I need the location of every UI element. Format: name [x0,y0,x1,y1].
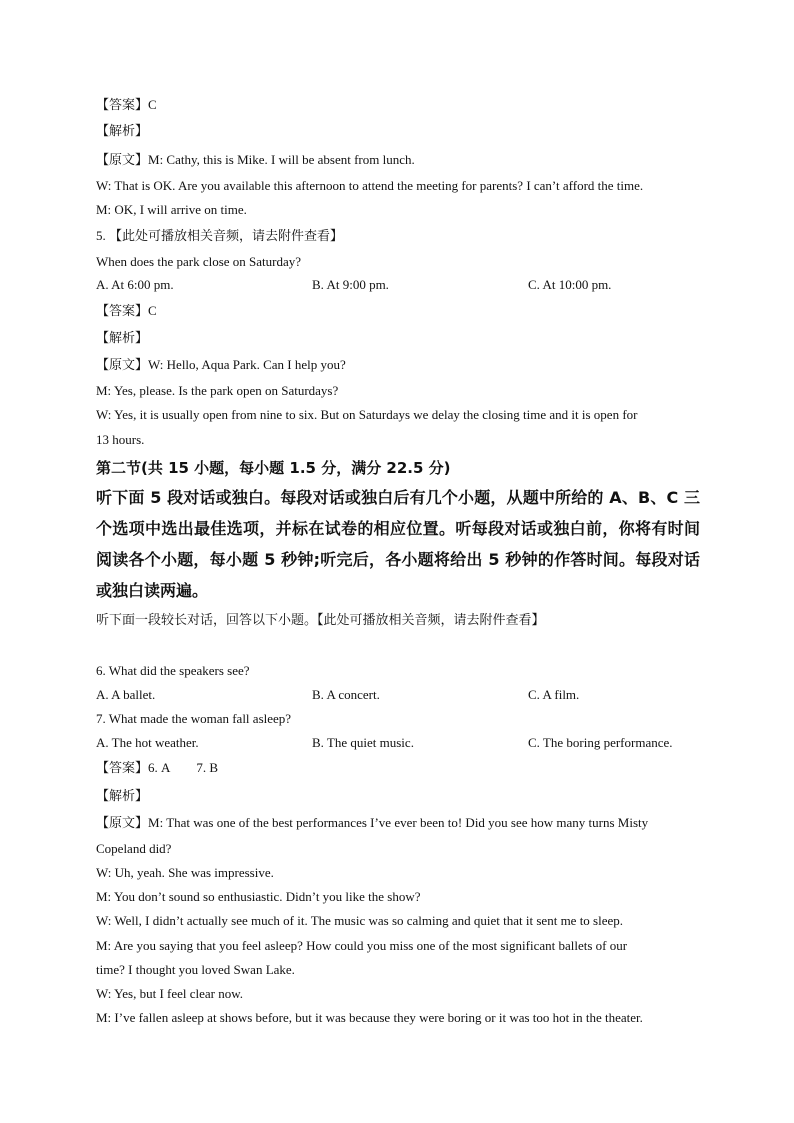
answer-line [96,97,157,114]
analysis-tag: 【解析】 [96,331,149,346]
transcript-line: M: Are you saying that you feel asleep? How could you miss one of the most significant ballets of our [96,938,628,953]
option-a: A. At 6:00 pm. [96,277,174,292]
option-c: C. A film. [528,687,580,702]
transcript-line: M: I’ve fallen asleep at shows before, but it was because they were boring or it was too hot in the theater. [96,1010,643,1025]
option-b: B. A concert. [312,687,380,702]
transcript-line: M: OK, I will arrive on time. [96,202,247,217]
option-a: A. A ballet. [96,687,156,702]
question-6-text: 6. What did the speakers see? [96,663,250,678]
answer-line: 【答案】6. A 7. B [96,760,219,776]
analysis-tag: 【解析】 [96,124,149,139]
transcript-line: W: That is OK. Are you available this afternoon to attend the meeting for parents? I can’t afford the time. [96,178,644,193]
audio-note: 【此处可播放相关音频，请去附件查看】 [109,229,344,244]
transcript-line: W: Well, I didn’t actually see much of it. The music was so calming and quiet that it sent me to sleep. [96,913,624,928]
option-b: B. At 9:00 pm. [312,277,389,292]
transcript-line: 【原文】M: That was one of the best performances I’ve ever been to! Did you see how many turns Misty [96,815,649,831]
transcript-tag: 【原文】 [96,153,149,168]
transcript-line: 13 hours. [96,432,145,447]
answer-value: C [148,97,157,112]
transcript-line: 【原文】W: Hello, Aqua Park. Can I help you? [96,357,346,373]
option-b: B. The quiet music. [312,735,414,750]
transcript-line: Copeland did? [96,841,172,856]
answer-7: 7. B [196,760,219,775]
question-5-header: 5. 【此处可播放相关音频，请去附件查看】 [96,228,344,244]
transcript-line: W: Yes, but I feel clear now. [96,986,244,1001]
option-a: A. The hot weather. [96,735,199,750]
question-7-text: 7. What made the woman fall asleep? [96,711,292,726]
answer-tag: 【答案】 [96,98,149,113]
option-c: C. At 10:00 pm. [528,277,612,292]
section-title: 第二节(共 15 小题，每小题 1.5 分，满分 22.5 分) [96,459,451,477]
option-c: C. The boring performance. [528,735,673,750]
question-5-text: When does the park close on Saturday? [96,254,302,269]
transcript-line: W: Uh, yeah. She was impressive. [96,865,274,880]
transcript-line: W: Yes, it is usually open from nine to six. But on Saturdays we delay the closing time and it is open for [96,407,638,422]
section-instructions: 听下面 5 段对话或独白。每段对话或独白后有几个小题，从题中所给的 A、B、C 三个选项中选出最佳选项，并标在试卷的相应位置。听每段对话或独白前，你将有时间阅读各个小题，每小题 5 秒钟;听完后，各小题将给出 5 秒钟的作答时间。每段对话或独白读两遍。 [96,488,700,600]
transcript-line: M: You don’t sound so enthusiastic. Didn’t you like the show? [96,889,421,904]
transcript-line: M: Yes, please. Is the park open on Saturdays? [96,383,339,398]
answer-line: 【答案】C [96,303,157,319]
transcript-line: 【原文】M: Cathy, this is Mike. I will be absent from lunch. [96,152,415,168]
answer-6: 6. A [148,760,171,775]
analysis-tag: 【解析】 [96,789,149,804]
transcript-line: time? I thought you loved Swan Lake. [96,962,295,977]
section-intro: 听下面一段较长对话，回答以下小题。【此处可播放相关音频，请去附件查看】 [96,613,545,628]
